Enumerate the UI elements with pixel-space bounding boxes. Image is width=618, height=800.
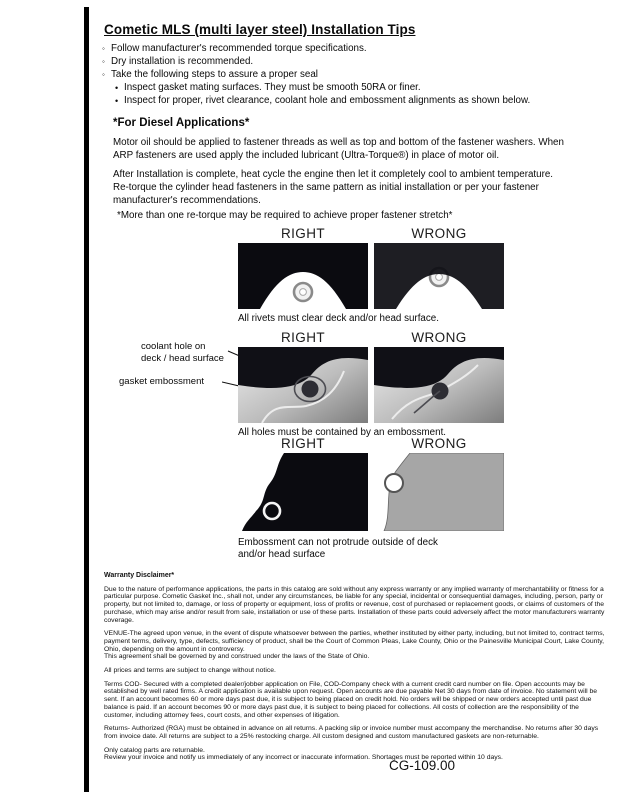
warranty-paragraph: Terms COD- Secured with a completed dealer/jobber application on File, COD-Company check with a current credit card number on file. Open accounts may be established by well rated firms. A credit application is available upon request. Open accounts are due payable Net 30 days from date of invoice. No statement will be sent. If an account becomes 60 or more days past due, it is subject to being placed on credit hold. No orders will be shipped or new orders accepted until past due balance is paid. If an account becomes 90 or more days past due, it is subject to being placed for collections. All costs of collection are the responsibility of the customer, including attorney fees, court costs, and other expenses of litigation. — [104, 680, 598, 719]
warranty-paragraph: Returns- Authorized (RGA) must be obtained in advance on all returns. A packing slip or invoice number must accompany the merchandise. No returns after 30 days from invoice date. All returns are subject to a 25% restocking charge. All custom designed and custom manufactured gaskets are non-returnable. — [104, 725, 599, 740]
rivet-diagram-right — [238, 243, 368, 309]
tip-text: Inspect gasket mating surfaces. They must be smooth 50RA or finer. — [124, 81, 421, 93]
embossment-right-illustration — [238, 453, 368, 531]
warranty-paragraph: Due to the nature of performance applications, the parts in this catalog are sold without any express warranty or any implied warranty of merchantability or fitness for a particular purpose. Cometic Gasket Inc., shall not, under any circumstances, be liable for any special, incidental or consequential damages, including, person, party or property, but not limited to, damage, or loss of property or equipment, loss of profits or revenue, cost of purchased or replacement goods, or claims of customers of the purchase, which may arise and/or result from sale, installation or use of these parts. Installation of these parts could adversely affect the motor manufacturers warranty coverage. — [104, 585, 605, 624]
right-header-row3: RIGHT — [281, 436, 325, 451]
right-header-row2: RIGHT — [281, 330, 325, 345]
tip-subitem — [102, 82, 582, 95]
wrong-header-row1: WRONG — [411, 226, 467, 241]
tip-item — [102, 69, 582, 82]
caption-holes: All holes must be contained by an embossment. — [238, 427, 447, 438]
coolant-hole-label — [141, 341, 233, 364]
caption-embossment-line1: Embossment can not protrude outside of deck — [238, 537, 438, 548]
coolant-diagram-right — [238, 347, 368, 423]
caption-embossment — [238, 537, 518, 561]
warranty-paragraph: All prices and terms are subject to change without notice. — [104, 667, 276, 675]
bullet-icon: • — [115, 82, 119, 93]
tip-text: Dry installation is recommended. — [111, 55, 254, 67]
rivet-wrong-illustration — [374, 243, 504, 309]
coolant-diagram-wrong — [374, 347, 504, 423]
bullet-icon: • — [115, 95, 119, 106]
diesel-applications-heading: *For Diesel Applications* — [113, 117, 250, 129]
warranty-paragraph: Review your invoice and notify us immediately of any incorrect or inaccurate information. Shortages must be reported within 10 days. — [104, 754, 503, 762]
caption-rivets: All rivets must clear deck and/or head surface. — [238, 313, 439, 324]
caption-embossment-line2: and/or head surface — [238, 549, 326, 560]
coolant-right-illustration — [238, 347, 368, 423]
wrong-header-row3: WRONG — [411, 436, 467, 451]
open-bullet-icon: ◦ — [102, 56, 105, 66]
gasket-embossment-label: gasket embossment — [119, 376, 205, 387]
warranty-paragraph: Only catalog parts are returnable. — [104, 746, 205, 754]
embossment-diagram-wrong — [374, 453, 504, 531]
embossment-diagram-right — [238, 453, 368, 531]
warranty-disclaimer — [104, 572, 609, 768]
tip-item — [102, 43, 582, 56]
tip-text: Take the following steps to assure a proper seal — [111, 68, 318, 80]
open-bullet-icon: ◦ — [102, 69, 105, 79]
diesel-paragraph-1: Motor oil should be applied to fastener threads as well as top and bottom of the fastener washers. When ARP fasteners are used apply the included lubricant (Ultra-Torque®) in place of motor oil. — [113, 137, 564, 162]
rivet-right-illustration — [238, 243, 368, 309]
coolant-label-line1: coolant hole on — [141, 341, 206, 352]
warranty-paragraph: This agreement shall be governed by and construed under the laws of the State of Ohio. — [104, 653, 370, 661]
page-left-rule — [84, 7, 89, 792]
open-bullet-icon: ◦ — [102, 44, 105, 53]
wrong-header-row2: WRONG — [411, 330, 467, 345]
rivet-diagram-wrong — [374, 243, 504, 309]
coolant-label-line2: deck / head surface — [141, 352, 224, 364]
tip-subitem — [102, 95, 582, 108]
tip-text: Follow manufacturer's recommended torque specifications. — [111, 43, 367, 54]
right-header-row1: RIGHT — [281, 226, 325, 241]
warranty-paragraph: VENUE-The agreed upon venue, in the event of dispute whatsoever between the parties, whether instituted by either party, including, but not limited to, contract terms, payment terms, delivery, type, defects, sufficiency of product, shall be the Court of Common Pleas, Lake County, Ohio or the Painesville Municipal Court, Lake County, Ohio, depending on the amount in controversy. — [104, 630, 605, 653]
tip-item — [102, 56, 582, 69]
retorque-note: *More than one re-torque may be required to achieve proper fastener stretch* — [117, 210, 453, 221]
coolant-wrong-illustration — [374, 347, 504, 423]
tips-list — [102, 43, 582, 108]
warranty-heading: Warranty Disclaimer* — [104, 572, 175, 579]
tip-text: Inspect for proper, rivet clearance, coolant hole and embossment alignments as shown below. — [124, 94, 531, 106]
page-code: CG-109.00 — [389, 758, 456, 773]
page-title: Cometic MLS (multi layer steel) Installation Tips — [104, 22, 416, 37]
embossment-wrong-illustration — [374, 453, 504, 531]
diesel-paragraph-2: After Installation is complete, heat cycle the engine then let it completely cool to ambient temperature. Re-torque the cylinder head fasteners in the same pattern as initial installation or per your fastener manufacturer's recommendations. — [113, 169, 554, 207]
